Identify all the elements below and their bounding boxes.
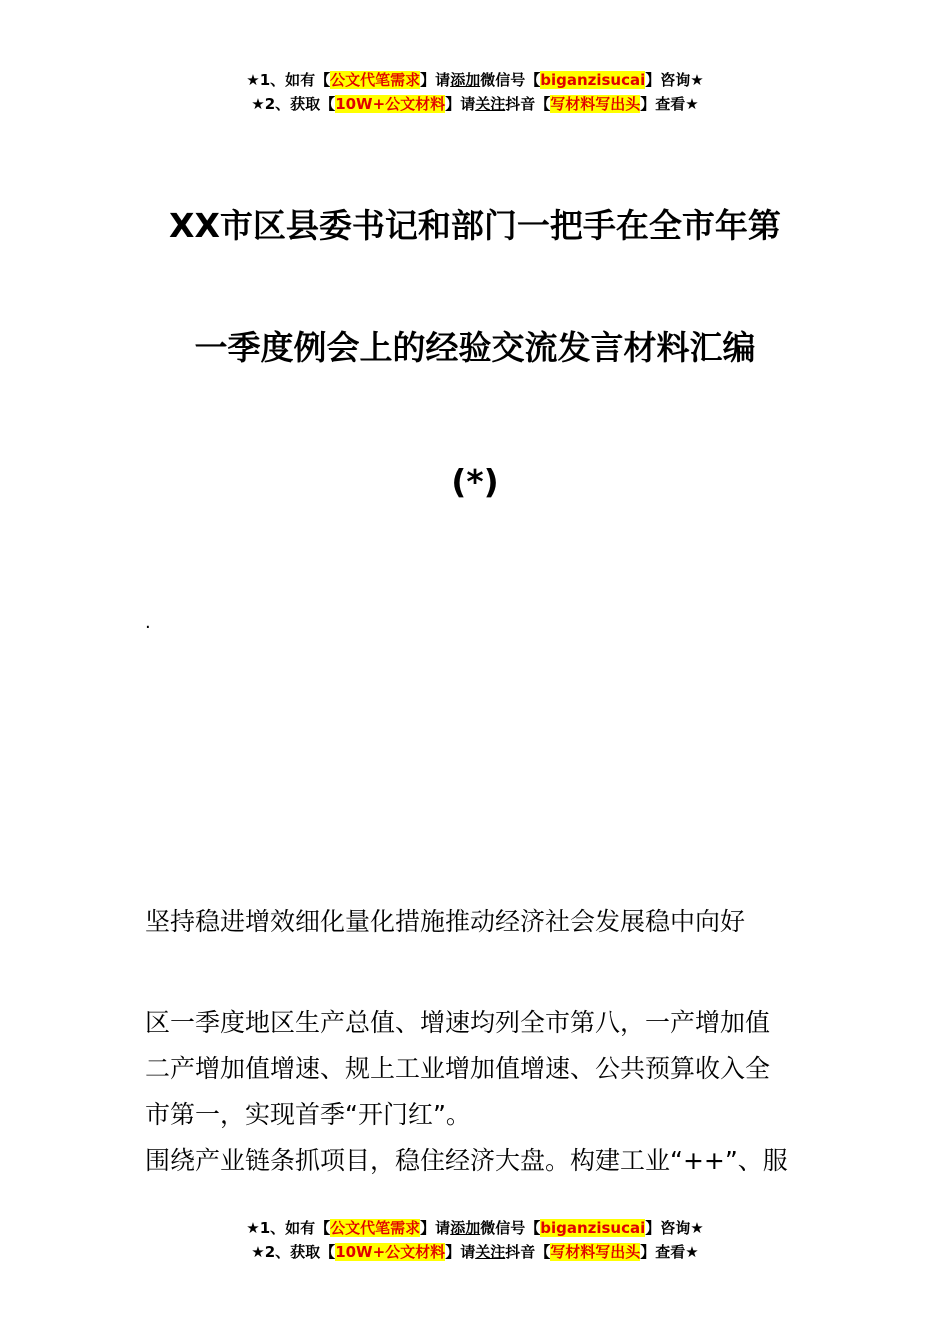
banner-text: 】咨询★: [645, 1219, 704, 1237]
paragraph-line: 区一季度地区生产总值、增速均列全市第八，一产增加值: [145, 1008, 771, 1037]
banner-underline: 关注: [475, 95, 506, 113]
banner-highlight: 公文代笔需求: [330, 1219, 421, 1237]
dot-mark: .: [145, 612, 151, 633]
banner-line-1: [0, 1216, 950, 1240]
banner-highlight: biganzisucai: [540, 1219, 646, 1237]
banner-text: 抖音【: [505, 1243, 551, 1261]
banner-line-2: [0, 92, 950, 116]
banner-text: 】请: [420, 71, 451, 89]
document-title-line-2: 一季度例会上的经验交流发言材料汇编: [194, 328, 756, 367]
document-title-line-3: (*): [451, 462, 499, 501]
banner-text: 抖音【: [505, 95, 551, 113]
paragraph-line: 市第一，实现首季“开门红”。: [145, 1100, 471, 1129]
banner-underline: 关注: [475, 1243, 506, 1261]
banner-text: 】请: [445, 1243, 476, 1261]
banner-highlight: 10W+公文材料: [335, 95, 446, 113]
banner-line-1: [0, 68, 950, 92]
paragraph-line: 围绕产业链条抓项目，稳住经济大盘。构建工业“++”、服: [145, 1146, 788, 1175]
banner-text: 】查看★: [640, 95, 699, 113]
banner-text: 】查看★: [640, 1243, 699, 1261]
body-paragraph: [145, 1000, 810, 1184]
document-title-line-1: XX市区县委书记和部门一把手在全市年第: [169, 206, 781, 245]
banner-line-2: [0, 1240, 950, 1264]
banner-highlight: 写材料写出头: [550, 95, 641, 113]
banner-highlight: biganzisucai: [540, 71, 646, 89]
paragraph-line: 二产增加值增速、规上工业增加值增速、公共预算收入全: [145, 1054, 771, 1083]
banner-text: 微信号【: [480, 1219, 541, 1237]
banner-highlight: 写材料写出头: [550, 1243, 641, 1261]
top-banner: [0, 68, 950, 116]
bottom-banner: [0, 1216, 950, 1264]
banner-text: ★2、获取【: [251, 1243, 336, 1261]
banner-text: ★2、获取【: [251, 95, 336, 113]
banner-text: 】请: [445, 95, 476, 113]
banner-underline: 添加: [450, 71, 481, 89]
banner-text: 】请: [420, 1219, 451, 1237]
banner-text: 微信号【: [480, 71, 541, 89]
banner-text: ★1、如有【: [246, 1219, 331, 1237]
banner-text: ★1、如有【: [246, 71, 331, 89]
banner-highlight: 公文代笔需求: [330, 71, 421, 89]
banner-text: 】咨询★: [645, 71, 704, 89]
section-heading: 坚持稳进增效细化量化措施推动经济社会发展稳中向好: [145, 907, 746, 936]
banner-underline: 添加: [450, 1219, 481, 1237]
banner-highlight: 10W+公文材料: [335, 1243, 446, 1261]
